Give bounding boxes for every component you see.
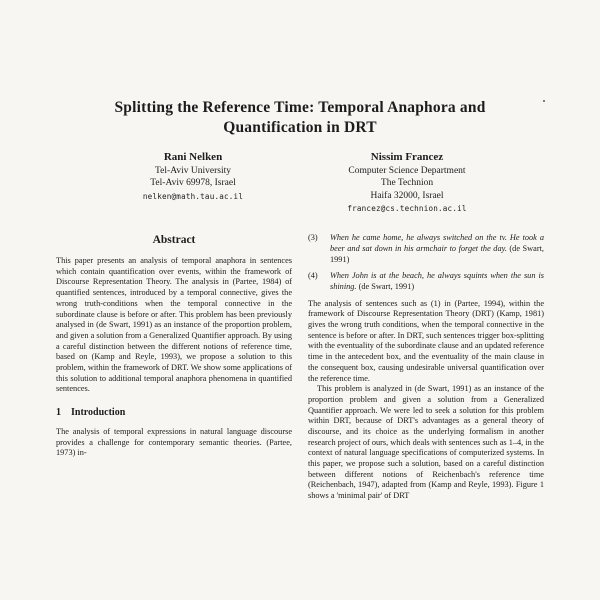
author-affiliation-line: Computer Science Department bbox=[348, 165, 466, 176]
section-heading-introduction bbox=[56, 407, 292, 420]
example-4 bbox=[308, 271, 544, 292]
author-affiliation-line: Tel-Aviv University bbox=[155, 165, 231, 176]
author-name: Rani Nelken bbox=[163, 150, 223, 163]
example-number: (4) bbox=[308, 271, 318, 281]
section-title: Introduction bbox=[71, 407, 126, 419]
author-affiliation-line: The Technion bbox=[380, 178, 434, 189]
introduction-text: The analysis of temporal expressions in natural language discourse provides a challenge for contemporary semantic theories. (Partee, 1973) in- bbox=[56, 426, 292, 458]
authors-row bbox=[56, 151, 544, 214]
abstract-heading: Abstract bbox=[152, 234, 196, 247]
example-number: (3) bbox=[308, 233, 318, 243]
author-email: francez@cs.technion.ac.il bbox=[347, 204, 467, 214]
author-affiliation-line: Tel-Aviv 69978, Israel bbox=[150, 178, 236, 189]
page-content bbox=[56, 0, 544, 502]
author-email: nelken@math.tau.ac.il bbox=[142, 191, 244, 201]
right-column bbox=[308, 233, 544, 502]
paper-title-line1: Splitting the Reference Time: Temporal Anaphora and bbox=[114, 99, 486, 116]
left-column bbox=[56, 233, 292, 502]
author-block-francez bbox=[300, 151, 514, 214]
body-paragraph: This problem is analyzed in (de Swart, 1991) as an instance of the proportion problem and given a solution from a Generalized Quantifier approach. We were led to seek a solution for this problem within DRT, because of DRT's advantages as a general theory of discourse, and its choice as the underlying formalism in another research project of ours, which deals with sentences such as 1–4, in the context of natural language specifications of computerized systems. In this paper, we propose such a solution, based on a careful distinction between different notions of Reichenbach's reference time (Reichenbach, 1947), adapted from (Kamp and Reyle, 1993). Figure 1 shows a 'minimal pair' of DRT bbox=[308, 384, 544, 501]
abstract-text: This paper presents an analysis of temporal anaphora in sentences which contain quantification over events, within the framework of Discourse Representation Theory. The analysis in (Partee, 1984) of quantified sentences, introduced by a temporal connective, gives the wrong truth-conditions when the temporal connective in the subordinate clause is before or after. This problem has been previously analysed in (de Swart, 1991) as an instance of the proportion problem, and given a solution from a Generalized Quantifier approach. By using a careful distinction between the different notions of reference time, based on (Kamp and Reyle, 1993), we propose a solution to this problem, within the framework of DRT. We show some applications of this solution to additional temporal anaphora phenomena in quantified sentences. bbox=[56, 256, 292, 394]
example-body bbox=[330, 271, 544, 292]
example-body bbox=[330, 233, 544, 265]
example-3 bbox=[308, 233, 544, 265]
scan-artifact-dot bbox=[543, 100, 545, 102]
author-name: Nissim Francez bbox=[370, 150, 444, 163]
example-citation: (de Swart, 1991) bbox=[330, 243, 544, 264]
example-citation: (de Swart, 1991) bbox=[356, 282, 415, 291]
body-paragraph: The analysis of sentences such as (1) in (Partee, 1994), within the framework of Discourse Representation Theory (DRT) (Kamp, 1981) gives the wrong truth conditions, when the temporal connective in the sentence is before or after. In DRT, such sentences trigger box-splitting with the eventuality of the subordinate clause and an updated reference time in the antecedent box, and the eventuality of the main clause in the consequent box, causing undesirable universal quantification over the reference time. bbox=[308, 298, 544, 383]
paper-title-line2: Quantification in DRT bbox=[223, 118, 377, 136]
author-block-nelken bbox=[86, 151, 300, 214]
two-column-body bbox=[56, 233, 544, 502]
paper-title bbox=[56, 98, 544, 138]
example-sentence: When he came home, he always switched on the tv. He took a beer and sat down in his armchair to forget the day. bbox=[330, 233, 544, 253]
author-affiliation-line: Haifa 32000, Israel bbox=[370, 190, 444, 201]
example-sentence: When John is at the beach, he always squints when the sun is shining. bbox=[330, 271, 544, 291]
section-number: 1 bbox=[56, 407, 61, 419]
